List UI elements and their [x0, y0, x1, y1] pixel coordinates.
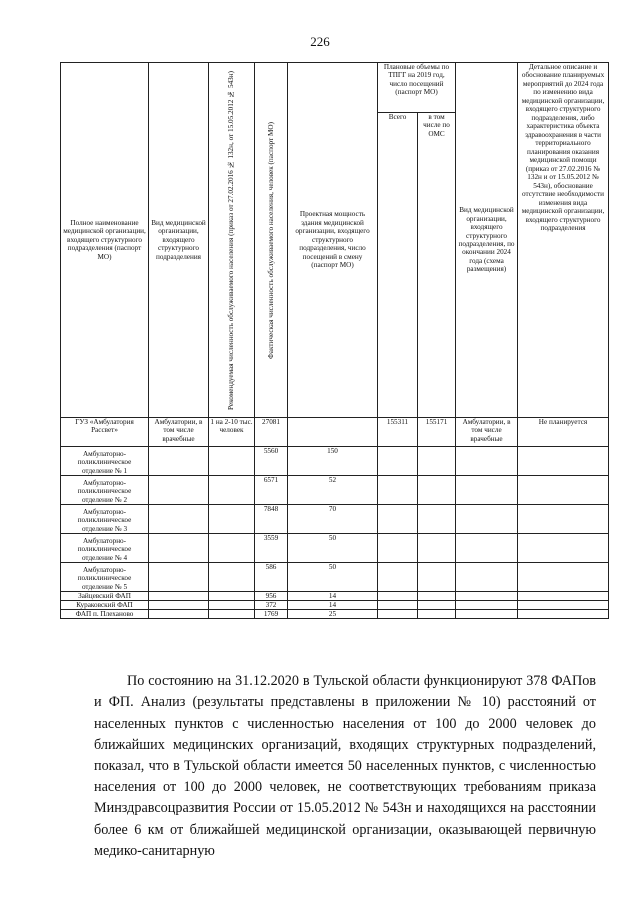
header-actual-population	[255, 63, 288, 418]
header-oms: в том числе по ОМС	[418, 113, 456, 418]
cell-actual: 372	[255, 601, 288, 610]
header-actual-population-text: Фактическая численность обслуживаемого населения, человек (паспорт МО)	[266, 121, 275, 359]
table-row	[61, 610, 609, 619]
cell-name: Зайцевский ФАП	[61, 592, 149, 601]
cell-name: ГУЗ «Амбулатория Рассвет»	[61, 418, 149, 447]
cell-name: Амбулаторно-поликлиническое отделение № 2	[61, 476, 149, 505]
table-row	[61, 447, 609, 476]
cell-name: Амбулаторно-поликлиническое отделение № 4	[61, 534, 149, 563]
table-row-main	[61, 418, 609, 447]
cell-name: Кураковский ФАП	[61, 601, 149, 610]
header-recommended-population-text: Рекомендуемая численность обслуживаемого населения (приказ от 27.02.2016 № 132н, от 15.05.2012 № 543н)	[227, 70, 236, 410]
cell-actual: 956	[255, 592, 288, 601]
page-number: 226	[310, 34, 330, 49]
cell-actual: 7848	[255, 505, 288, 534]
header-description: Детальное описание и обоснование планируемых мероприятий до 2024 года по изменению вида медицинской организации, входящего структурного подразделения, либо характеристика объекта здравоохранения в части территориального планирования оказания медицинской помощи (приказ от 27.02.2016 № 132н и от 15.05.2012 № 543н), обоснование отсутствие необходимости изменения вида медицинской организации, входящего структурного подразделения	[518, 63, 609, 418]
table-row	[61, 563, 609, 592]
cell-capacity: 25	[288, 610, 378, 619]
cell-capacity: 14	[288, 601, 378, 610]
table-row	[61, 505, 609, 534]
cell-actual: 27081	[255, 418, 288, 447]
table-row	[61, 601, 609, 610]
cell-capacity: 52	[288, 476, 378, 505]
cell-type-2024: Амбулатории, в том числе врачебные	[456, 418, 518, 447]
cell-capacity: 70	[288, 505, 378, 534]
cell-oms: 155171	[418, 418, 456, 447]
header-planned-volumes: Плановые объемы по ТПГГ на 2019 год, число посещений (паспорт МО)	[378, 63, 456, 113]
medical-organizations-table	[60, 62, 609, 619]
cell-capacity: 150	[288, 447, 378, 476]
header-full-name: Полное наименование медицинской организации, входящего структурного подразделения (паспорт МО)	[61, 63, 149, 418]
cell-description: Не планируется	[518, 418, 609, 447]
header-type-2024: Вид медицинской организации, входящего структурного подразделения, по окончании 2024 года (схема размещения)	[456, 63, 518, 418]
cell-type: Амбулатории, в том числе врачебные	[149, 418, 209, 447]
header-total: Всего	[378, 113, 418, 418]
cell-actual: 5560	[255, 447, 288, 476]
cell-name: Амбулаторно-поликлиническое отделение № 5	[61, 563, 149, 592]
cell-name: ФАП п. Плеханово	[61, 610, 149, 619]
cell-capacity: 14	[288, 592, 378, 601]
table-row	[61, 476, 609, 505]
table-row	[61, 592, 609, 601]
cell-name: Амбулаторно-поликлиническое отделение № 1	[61, 447, 149, 476]
body-paragraph: По состоянию на 31.12.2020 в Тульской области функционируют 378 ФАПов и ФП. Анализ (результаты представлены в приложении № 10) расстояний от населенных пунктов с численностью населения от 100 до 2000 человек до ближайших медицинских организаций, входящих структурных подразделений, показал, что в Тульской области имеется 50 населенных пунктов, с численностью населения от 100 до 2000 человек, не соответствующих требованиям приказа Минздравсоцразвития России от 15.05.2012 № 543н и находящихся на расстоянии более 6 км от ближайшей медицинской организации, оказывающей первичную медико-санитарную	[94, 673, 596, 859]
cell-capacity: 50	[288, 534, 378, 563]
cell-actual: 3559	[255, 534, 288, 563]
header-recommended-population	[209, 63, 255, 418]
table-row	[61, 534, 609, 563]
cell-actual: 1769	[255, 610, 288, 619]
header-organization-type: Вид медицинской организации, входящего структурного подразделения	[149, 63, 209, 418]
cell-recommended: 1 на 2-10 тыс. человек	[209, 418, 255, 447]
cell-name: Амбулаторно-поликлиническое отделение № 3	[61, 505, 149, 534]
cell-actual: 586	[255, 563, 288, 592]
cell-capacity: 50	[288, 563, 378, 592]
cell-total: 155311	[378, 418, 418, 447]
cell-capacity	[288, 418, 378, 447]
header-design-capacity: Проектная мощность здания медицинской организации, входящего структурного подразделения, число посещений в смену (паспорт МО)	[288, 63, 378, 418]
cell-actual: 6571	[255, 476, 288, 505]
